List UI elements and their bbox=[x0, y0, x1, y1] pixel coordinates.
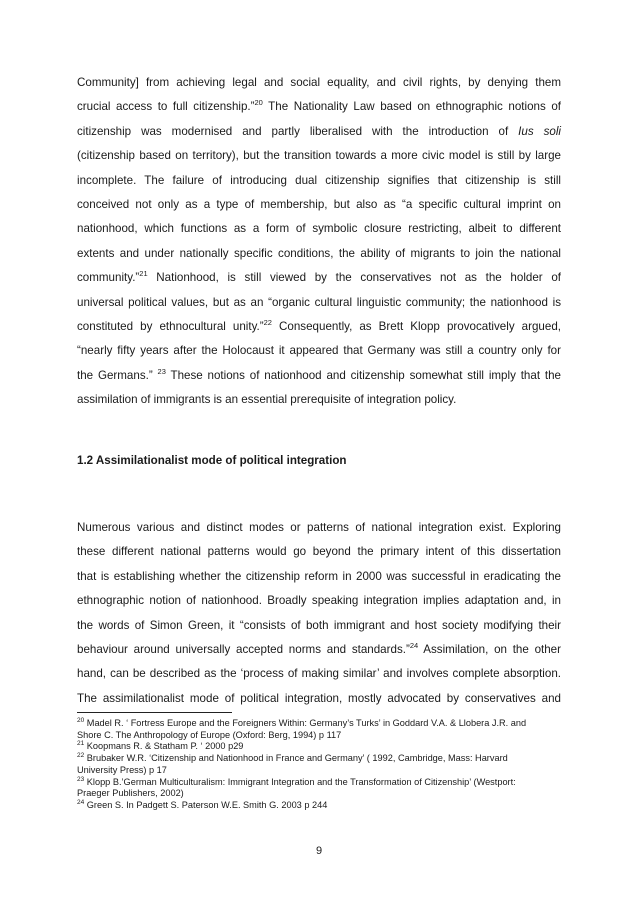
text-line: conceived not only as a type of membership, but also as “a specific cultural imprint on bbox=[77, 198, 561, 211]
text-line: (citizenship based on territory), but the transition towards a more civic model is still by large bbox=[77, 149, 561, 163]
text-line: citizenship was modernised and partly liberalised with the introduction of Ius soli bbox=[77, 124, 561, 138]
text-line: universal political values, but as an “organic cultural linguistic community; the nationhood is bbox=[77, 295, 561, 309]
text-line: extents and under nationally specific conditions, the ability of migrants to join the national bbox=[77, 246, 561, 260]
footnote-line: Praeger Publishers, 2002) bbox=[77, 788, 184, 799]
page-number: 9 bbox=[315, 845, 323, 857]
text-line: that is establishing whether the citizenship reform in 2000 was successful in eradicating the bbox=[77, 569, 561, 583]
text-line: assimilation of immigrants is an essential prerequisite of integration policy. bbox=[77, 393, 457, 407]
footnote-line: $^{23}$ Klopp B.’German Multiculturalism: Immigrant Integration and the Transformation of Citizenship’ (Westport: bbox=[77, 775, 516, 787]
text-line: “nearly fifty years after the Holocaust it appeared that Germany was still a country only for bbox=[77, 344, 561, 358]
text-line: ethnographic notion of nationhood. Broadly speaking integration implies adaptation and, in bbox=[77, 594, 561, 608]
text-line: constituted by ethnocultural unity.”$^{22}$ Consequently, as Brett Klopp provocatively argued, bbox=[77, 318, 562, 333]
text-line: Community] from achieving legal and social equality, and civil rights, by denying them bbox=[77, 76, 561, 89]
text-line: hand, can be described as the ‘process of making similar’ and involves complete absorption. bbox=[77, 667, 561, 681]
footnote-line: $^{22}$ Brubaker W.R. ‘Citizenship and Nationhood in France and Germany’ ( 1992, Cambridge, Mass: Harvard bbox=[77, 752, 508, 764]
text-line: behaviour around universally accepted norms and standards.”$^{24}$ Assimilation, on the other bbox=[77, 641, 561, 656]
text-line: community.”$^{21}$ Nationhood, is still viewed by the conservatives not as the holder of bbox=[77, 269, 561, 285]
footnote-ref: 23 bbox=[157, 366, 166, 376]
footnote-ref: 24 bbox=[409, 641, 419, 650]
text-line: Numerous various and distinct modes or patterns of national integration exist. Exploring bbox=[77, 521, 561, 534]
text-line: nationhood, which functions as a form of symbolic closure restricting, albeit to different bbox=[77, 222, 561, 236]
text-line: crucial access to full citizenship.”$^{20}$ The Nationality Law based on ethnographic notions of bbox=[77, 98, 562, 114]
footnote-separator bbox=[77, 712, 232, 713]
footnote-ref: 21 bbox=[139, 269, 148, 279]
text-line: incomplete. The failure of introducing dual citizenship signifies that citizenship is still bbox=[77, 173, 561, 187]
footnote-line: $^{20}$ Madel R. ‘ Fortress Europe and the Foreigners Within: Germany’s Turks’ in Goddard V.A. & Llobera J.R. and bbox=[77, 717, 527, 728]
text-line: these different national patterns would go beyond the primary intent of this dissertation bbox=[77, 545, 561, 559]
text-line: The assimilationalist mode of political integration, mostly advocated by conservatives and bbox=[77, 691, 561, 705]
section-heading: 1.2 Assimilationalist mode of political integration bbox=[77, 454, 347, 467]
text-line: the Germans.” $^{23}$ These notions of nationhood and citizenship somewhat still imply that the bbox=[77, 366, 561, 382]
footnote-line: Shore C. The Anthropology of Europe (Oxford: Berg, 1994) p 117 bbox=[77, 729, 342, 740]
footnote-ref: 22 bbox=[263, 318, 272, 327]
text-line: the words of Simon Green, it “consists of both immigrant and host society modifying their bbox=[77, 618, 561, 632]
footnote-ref: 20 bbox=[254, 98, 263, 108]
footnote-line: University Press) p 17 bbox=[77, 764, 167, 775]
footnote-line: $^{21}$ Koopmans R. & Statham P. ‘ 2000 p29 bbox=[77, 740, 244, 752]
footnote-line: $^{24}$ Green S. In Padgett S. Paterson W.E. Smith G. 2003 p 244 bbox=[77, 798, 328, 810]
